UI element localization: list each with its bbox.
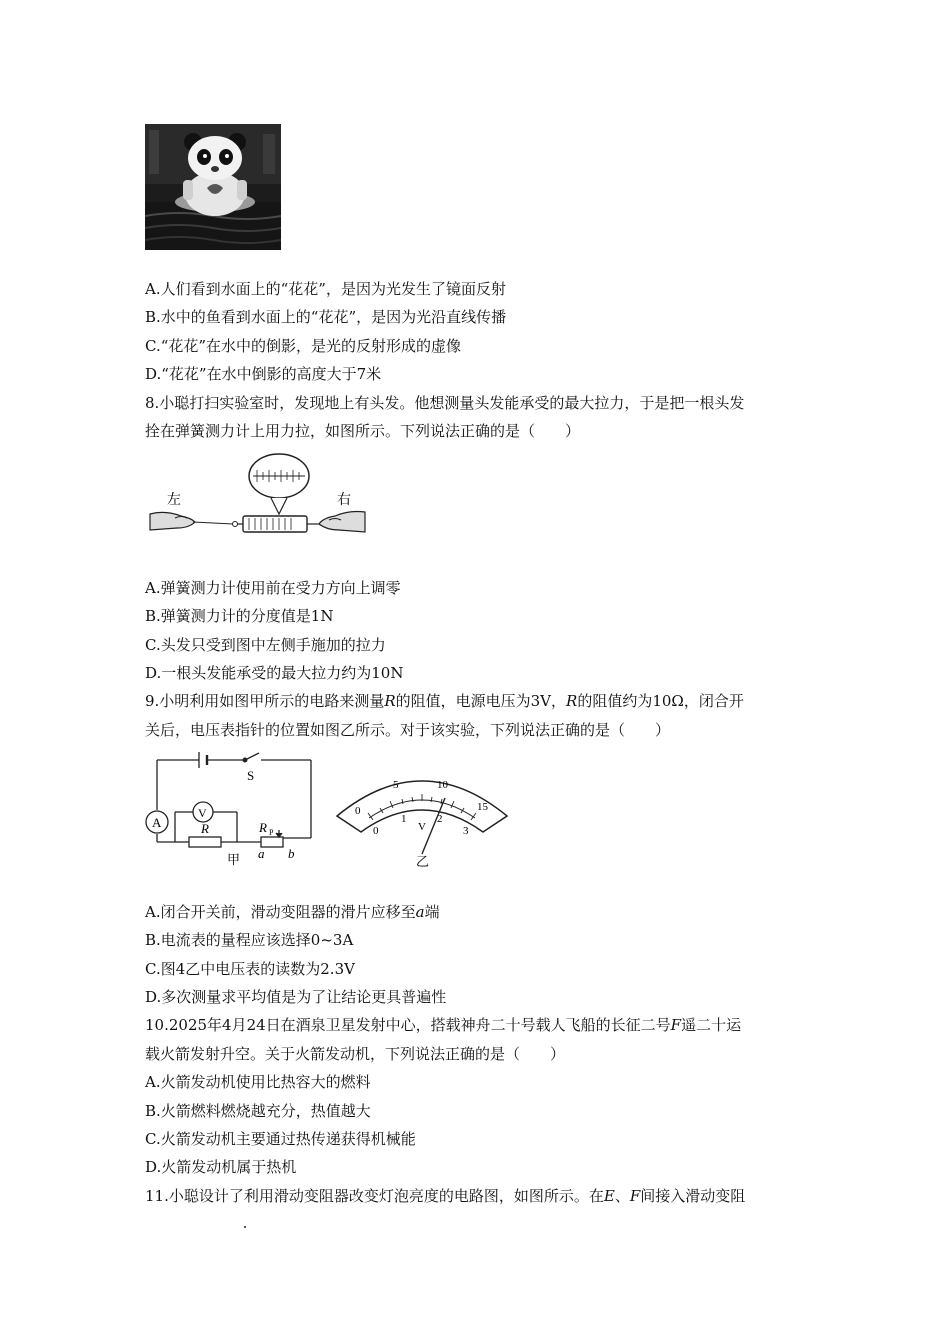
q8-option-c: C.头发只受到图中左侧手施加的拉力 [145, 636, 386, 654]
circuit-diagram-jia [145, 750, 320, 870]
q8-option-b: B.弹簧测力计的分度值是1N [145, 607, 334, 625]
rheostat-end-b: b [288, 846, 295, 861]
caption-yi: 乙 [416, 854, 430, 869]
q9-stem-line1: 9.小明利用如图甲所示的电路来测量R的阻值，电源电压为3V，R的阻值约为10Ω，闭合开 [145, 692, 744, 710]
switch-label: S [247, 768, 255, 783]
q10-option-a: A.火箭发动机使用比热容大的燃料 [145, 1073, 371, 1091]
q9-option-b: B.电流表的量程应该选择0~3A [145, 931, 354, 949]
upper-tick-0: 0 [355, 805, 361, 817]
q9-stem-line2: 关后，电压表指针的位置如图乙所示。对于该实验，下列说法正确的是（ ） [145, 721, 671, 739]
rheostat-subscript: P [269, 828, 274, 837]
q10-stem-line1: 10.2025年4月24日在酒泉卫星发射中心，搭载神舟二十号载人飞船的长征二号F遥二十运 [145, 1016, 742, 1034]
q10-stem-line2: 载火箭发射升空。关于火箭发动机，下列说法正确的是（ ） [145, 1045, 566, 1063]
caption-jia: 甲 [227, 852, 241, 867]
q8-option-a: A.弹簧测力计使用前在受力方向上调零 [145, 579, 401, 597]
upper-tick-10: 10 [437, 779, 448, 791]
rheostat-label: R [259, 820, 267, 835]
upper-tick-15: 15 [477, 801, 488, 813]
q7-option-a: A.人们看到水面上的“花花”，是因为光发生了镜面反射 [145, 280, 506, 298]
q8-stem-line1: 8.小聪打扫实验室时，发现地上有头发。他想测量头发能承受的最大拉力，于是把一根头发 [145, 394, 745, 412]
voltmeter-label: V [198, 806, 207, 820]
resistor-label: R [201, 821, 209, 836]
fig-right-label: 右 [337, 493, 351, 508]
meter-unit: V [418, 821, 426, 833]
q9-option-d: D.多次测量求平均值是为了让结论更具普遍性 [145, 988, 447, 1006]
lower-tick-3: 3 [463, 825, 469, 837]
q8-option-d: D.一根头发能承受的最大拉力约为10N [145, 664, 404, 682]
q9-option-a: A.闭合开关前，滑动变阻器的滑片应移至a端 [145, 903, 440, 921]
spring-scale-figure [145, 452, 370, 548]
upper-tick-5: 5 [393, 779, 399, 791]
q11-stem: 11.小聪设计了利用滑动变阻器改变灯泡亮度的电路图，如图所示。在E、F间接入滑动变阻 [145, 1187, 746, 1205]
ammeter-label: A [152, 815, 162, 830]
lower-tick-0: 0 [373, 825, 379, 837]
lower-tick-1: 1 [401, 813, 407, 825]
page-dot-mark [244, 1226, 246, 1228]
q9-option-c: C.图4乙中电压表的读数为2.3V [145, 960, 355, 978]
q10-option-b: B.火箭燃料燃烧越充分，热值越大 [145, 1102, 371, 1120]
fig-left-label: 左 [167, 493, 181, 508]
rheostat-end-a: a [258, 846, 265, 861]
q8-stem-line2: 拴在弹簧测力计上用力拉，如图所示。下列说法正确的是（ ） [145, 422, 581, 440]
q10-option-c: C.火箭发动机主要通过热传递获得机械能 [145, 1130, 416, 1148]
q7-option-b: B.水中的鱼看到水面上的“花花”，是因为光沿直线传播 [145, 308, 507, 326]
panda-lantern-photo [145, 124, 281, 250]
lower-tick-2: 2 [437, 813, 443, 825]
q7-option-d: D.“花花”在水中倒影的高度大于7米 [145, 365, 382, 383]
voltmeter-dial-yi [333, 762, 511, 870]
q10-option-d: D.火箭发动机属于热机 [145, 1158, 297, 1176]
q7-option-c: C.“花花”在水中的倒影，是光的反射形成的虚像 [145, 337, 462, 355]
